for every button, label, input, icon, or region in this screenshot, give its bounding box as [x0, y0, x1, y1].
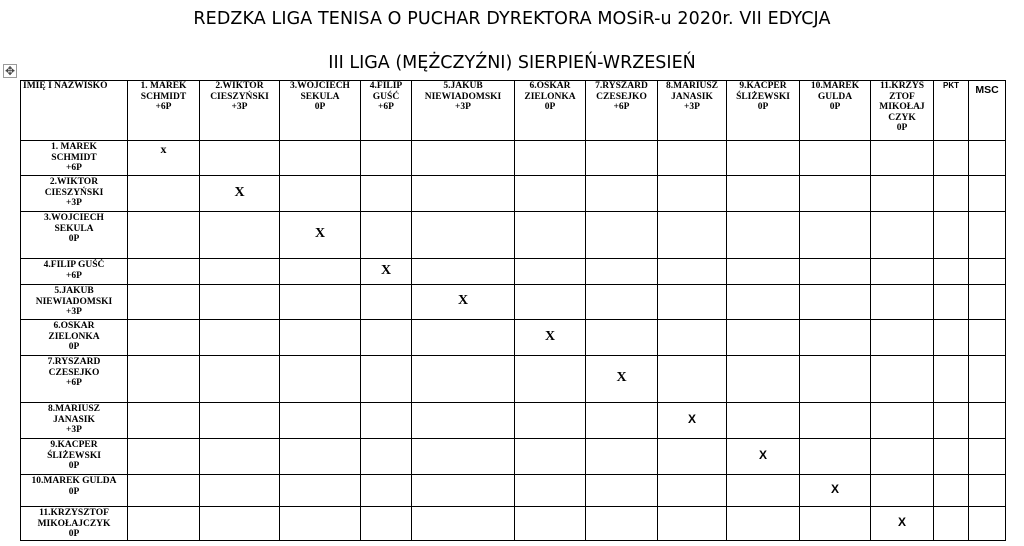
- result-cell[interactable]: [361, 285, 412, 320]
- column-header-line: +3P: [684, 102, 700, 112]
- table-row: [21, 259, 1006, 285]
- result-cell[interactable]: [515, 356, 586, 403]
- table-row: [21, 356, 1006, 403]
- row-name-line: +3P: [66, 198, 82, 208]
- row-name-line: NIEWIADOMSKI: [35, 296, 113, 307]
- player-column-header: [727, 81, 800, 141]
- place-cell[interactable]: [969, 403, 1006, 439]
- result-cell[interactable]: [727, 403, 800, 439]
- player-column-header: [280, 81, 361, 141]
- result-cell[interactable]: [361, 507, 412, 541]
- place-cell[interactable]: [969, 212, 1006, 259]
- row-name-line: 0P: [68, 486, 80, 497]
- player-row-name: [21, 285, 128, 320]
- result-cell[interactable]: [515, 475, 586, 507]
- player-column-header: [800, 81, 871, 141]
- result-cell[interactable]: [412, 176, 515, 212]
- table-row: [21, 176, 1006, 212]
- result-cell[interactable]: [515, 176, 586, 212]
- result-cell[interactable]: [515, 507, 586, 541]
- column-header-line: 7.RYSZARD: [595, 81, 648, 91]
- column-header-line: GUŚĆ: [372, 91, 400, 102]
- column-header-line: +6P: [155, 102, 172, 112]
- points-cell[interactable]: [934, 439, 969, 475]
- diagonal-mark: x: [160, 141, 167, 156]
- result-cell[interactable]: [128, 475, 200, 507]
- result-cell[interactable]: [361, 320, 412, 356]
- player-column-header: [128, 81, 200, 141]
- result-cell[interactable]: [280, 285, 361, 320]
- column-header-line: 3.WOJCIECH: [290, 81, 350, 91]
- player-row-name: [21, 475, 128, 507]
- result-cell[interactable]: [586, 403, 658, 439]
- points-cell[interactable]: [934, 475, 969, 507]
- result-cell[interactable]: [361, 439, 412, 475]
- points-cell[interactable]: [934, 507, 969, 541]
- row-name-line: 0P: [68, 234, 80, 244]
- column-header-line: +6P: [378, 102, 394, 112]
- row-name-line: 8.MARIUSZ: [48, 404, 100, 414]
- result-cell[interactable]: [800, 403, 871, 439]
- result-cell[interactable]: [586, 212, 658, 259]
- result-cell[interactable]: [361, 259, 412, 285]
- player-row-name: [21, 320, 128, 356]
- result-cell[interactable]: [412, 320, 515, 356]
- place-cell[interactable]: [969, 176, 1006, 212]
- result-cell[interactable]: [361, 403, 412, 439]
- result-cell[interactable]: [727, 212, 800, 259]
- result-cell[interactable]: [412, 356, 515, 403]
- player-row-name: [21, 507, 128, 541]
- place-cell[interactable]: [969, 439, 1006, 475]
- points-cell[interactable]: [934, 259, 969, 285]
- row-name-line: +6P: [66, 270, 82, 281]
- row-name-line: 0P: [68, 529, 80, 539]
- row-name-line: +6P: [66, 163, 82, 173]
- result-cell[interactable]: [586, 176, 658, 212]
- result-cell[interactable]: [515, 285, 586, 320]
- diagonal-mark: X: [897, 515, 906, 530]
- column-header-line: NIEWIADOMSKI: [424, 91, 502, 102]
- diagonal-mark: X: [314, 226, 326, 242]
- result-cell[interactable]: [871, 439, 934, 475]
- result-cell[interactable]: [658, 176, 727, 212]
- table-row: [21, 141, 1006, 176]
- row-name-line: +6P: [66, 378, 82, 388]
- row-name-line: 0P: [68, 461, 80, 471]
- results-table: [20, 80, 1006, 541]
- result-cell[interactable]: [586, 475, 658, 507]
- result-cell[interactable]: [200, 285, 280, 320]
- row-name-line: 9.KACPER: [50, 440, 98, 450]
- result-cell[interactable]: [515, 439, 586, 475]
- row-name-line: JANASIK: [53, 414, 95, 425]
- result-cell[interactable]: [515, 212, 586, 259]
- column-header-line: 6.OSKAR: [529, 81, 571, 91]
- result-cell[interactable]: [800, 320, 871, 356]
- result-cell[interactable]: [871, 285, 934, 320]
- result-cell[interactable]: [800, 356, 871, 403]
- result-cell[interactable]: [200, 507, 280, 541]
- result-cell[interactable]: [361, 141, 412, 176]
- result-cell[interactable]: [128, 176, 200, 212]
- result-cell[interactable]: [280, 403, 361, 439]
- column-header-line: 8.MARIUSZ: [666, 81, 718, 91]
- result-cell[interactable]: [361, 356, 412, 403]
- diagonal-mark: X: [544, 328, 556, 344]
- diagonal-mark: X: [380, 262, 392, 278]
- result-cell[interactable]: [280, 439, 361, 475]
- result-cell[interactable]: [658, 285, 727, 320]
- header-row: [21, 81, 1006, 141]
- player-column-header: [658, 81, 727, 141]
- points-cell[interactable]: [934, 285, 969, 320]
- result-cell[interactable]: [412, 507, 515, 541]
- row-name-line: 6.OSKAR: [53, 321, 95, 331]
- result-cell[interactable]: [658, 439, 727, 475]
- document-title: REDZKA LIGA TENISA O PUCHAR DYREKTORA MOSiR-u 2020r. VII EDYCJA: [193, 9, 831, 29]
- result-cell[interactable]: [800, 212, 871, 259]
- column-header-line: CZYK: [888, 112, 916, 123]
- result-cell[interactable]: [361, 176, 412, 212]
- player-column-header: [412, 81, 515, 141]
- result-cell[interactable]: [658, 141, 727, 176]
- result-cell[interactable]: [280, 141, 361, 176]
- column-header-line: SCHMIDT: [140, 91, 187, 102]
- row-name-line: +3P: [66, 425, 82, 435]
- diagonal-mark: X: [758, 448, 767, 463]
- result-cell[interactable]: [412, 259, 515, 285]
- result-cell[interactable]: [871, 475, 934, 507]
- column-header-line: 4.FILIP: [369, 81, 403, 91]
- column-header-line: 11.KRZYS: [879, 81, 925, 91]
- place-column-header: MSC: [969, 81, 1006, 141]
- row-name-line: 1. MAREK: [51, 142, 97, 152]
- move-arrows-icon[interactable]: ✥: [4, 64, 16, 78]
- player-row-name: [21, 403, 128, 439]
- result-cell[interactable]: [586, 507, 658, 541]
- player-row-name: [21, 259, 128, 285]
- column-header-line: 10.MAREK: [810, 81, 860, 91]
- result-cell[interactable]: [586, 285, 658, 320]
- column-header-line: 1. MAREK: [140, 81, 187, 91]
- row-name-line: ZIELONKA: [48, 331, 100, 342]
- result-cell[interactable]: [727, 141, 800, 176]
- column-header-line: 0P: [896, 123, 908, 133]
- result-cell[interactable]: [515, 259, 586, 285]
- place-cell[interactable]: [969, 141, 1006, 176]
- table-row: [21, 475, 1006, 507]
- result-cell[interactable]: [128, 356, 200, 403]
- column-header-line: SEKULA: [300, 91, 340, 102]
- result-cell[interactable]: [800, 259, 871, 285]
- column-header-line: CZESEJKO: [596, 91, 647, 102]
- result-cell[interactable]: [280, 475, 361, 507]
- points-cell[interactable]: [934, 176, 969, 212]
- result-cell[interactable]: [280, 356, 361, 403]
- result-cell[interactable]: [871, 176, 934, 212]
- column-header-line: 0P: [757, 102, 769, 112]
- result-cell[interactable]: [658, 212, 727, 259]
- points-cell[interactable]: [934, 403, 969, 439]
- column-header-line: GULDA: [817, 91, 853, 102]
- row-name-line: SEKULA: [54, 223, 94, 234]
- result-cell[interactable]: [658, 356, 727, 403]
- name-column-header: IMIĘ I NAZWISKO: [21, 81, 128, 141]
- result-cell[interactable]: [800, 285, 871, 320]
- result-cell[interactable]: [200, 439, 280, 475]
- player-column-header: [515, 81, 586, 141]
- result-cell[interactable]: [586, 439, 658, 475]
- result-cell[interactable]: [200, 356, 280, 403]
- row-name-line: 3.WOJCIECH: [44, 213, 104, 223]
- column-header-line: +3P: [231, 102, 248, 112]
- diagonal-mark: X: [687, 412, 696, 427]
- result-cell[interactable]: [800, 507, 871, 541]
- place-cell[interactable]: [969, 259, 1006, 285]
- row-name-line: 7.RYSZARD: [47, 357, 101, 367]
- column-header-line: MIKOŁAJ: [879, 102, 925, 112]
- result-cell[interactable]: [727, 320, 800, 356]
- result-cell[interactable]: [200, 259, 280, 285]
- column-header-line: 0P: [314, 102, 326, 112]
- row-name-line: ŚLIŻEWSKI: [47, 450, 101, 461]
- row-name-line: 11.KRZYSZTOF: [39, 508, 109, 518]
- place-cell[interactable]: [969, 507, 1006, 541]
- row-name-line: 10.MAREK GULDA: [31, 476, 117, 486]
- result-cell[interactable]: [200, 212, 280, 259]
- result-cell[interactable]: [128, 259, 200, 285]
- result-cell[interactable]: [727, 259, 800, 285]
- result-cell[interactable]: [128, 439, 200, 475]
- result-cell[interactable]: [280, 259, 361, 285]
- result-cell[interactable]: [200, 141, 280, 176]
- result-cell[interactable]: [871, 507, 934, 541]
- result-cell[interactable]: [412, 475, 515, 507]
- player-row-name: [21, 439, 128, 475]
- result-cell[interactable]: [727, 176, 800, 212]
- result-cell[interactable]: [727, 475, 800, 507]
- diagonal-mark: X: [234, 184, 245, 200]
- result-cell[interactable]: [586, 356, 658, 403]
- result-cell[interactable]: [361, 475, 412, 507]
- result-cell[interactable]: [800, 176, 871, 212]
- table-row: [21, 320, 1006, 356]
- result-cell[interactable]: [727, 285, 800, 320]
- result-cell[interactable]: [280, 320, 361, 356]
- result-cell[interactable]: [800, 475, 871, 507]
- result-cell[interactable]: [200, 320, 280, 356]
- result-cell[interactable]: [128, 212, 200, 259]
- column-header-line: ŚLIŻEWSKI: [736, 91, 790, 102]
- result-cell[interactable]: [871, 259, 934, 285]
- result-cell[interactable]: [280, 212, 361, 259]
- result-cell[interactable]: [658, 507, 727, 541]
- result-cell[interactable]: [727, 439, 800, 475]
- player-column-header: [871, 81, 934, 141]
- table-row: [21, 285, 1006, 320]
- result-cell[interactable]: [515, 403, 586, 439]
- place-cell[interactable]: [969, 356, 1006, 403]
- row-name-line: 0P: [68, 342, 80, 352]
- result-cell[interactable]: [200, 475, 280, 507]
- place-cell[interactable]: [969, 285, 1006, 320]
- column-header-line: +3P: [455, 102, 471, 112]
- points-column-header: PKT: [934, 81, 969, 141]
- row-name-line: 4.FILIP GUŚĆ: [43, 260, 105, 270]
- row-name-line: MIKOŁAJCZYK: [37, 518, 111, 529]
- column-header-line: ZIELONKA: [524, 91, 576, 102]
- result-cell[interactable]: [727, 356, 800, 403]
- result-cell[interactable]: [128, 403, 200, 439]
- result-cell[interactable]: [658, 320, 727, 356]
- result-cell[interactable]: [128, 141, 200, 176]
- diagonal-mark: X: [457, 293, 469, 309]
- table-row: [21, 212, 1006, 259]
- column-header-line: 0P: [544, 102, 556, 112]
- diagonal-mark: X: [616, 370, 627, 386]
- player-row-name: [21, 212, 128, 259]
- points-cell[interactable]: [934, 212, 969, 259]
- points-cell[interactable]: [934, 356, 969, 403]
- row-name-line: 5.JAKUB: [54, 286, 94, 296]
- result-cell[interactable]: [871, 320, 934, 356]
- player-row-name: [21, 176, 128, 212]
- result-cell[interactable]: [658, 475, 727, 507]
- result-cell[interactable]: [871, 403, 934, 439]
- result-cell[interactable]: [800, 141, 871, 176]
- result-cell[interactable]: [800, 439, 871, 475]
- result-cell[interactable]: [586, 141, 658, 176]
- column-header-line: CIESZYŃSKI: [210, 91, 269, 102]
- place-cell[interactable]: [969, 320, 1006, 356]
- table-row: [21, 403, 1006, 439]
- result-cell[interactable]: [412, 141, 515, 176]
- row-name-line: 2.WIKTOR: [49, 177, 99, 187]
- player-column-header: [361, 81, 412, 141]
- place-cell[interactable]: [969, 475, 1006, 507]
- result-cell[interactable]: [280, 507, 361, 541]
- document-subtitle: III LIGA (MĘŻCZYŹNI) SIERPIEŃ-WRZESIEŃ: [328, 53, 696, 73]
- player-row-name: [21, 356, 128, 403]
- points-cell[interactable]: [934, 141, 969, 176]
- row-name-line: +3P: [66, 307, 82, 317]
- points-cell[interactable]: [934, 320, 969, 356]
- player-row-name: [21, 141, 128, 176]
- result-cell[interactable]: [586, 320, 658, 356]
- result-cell[interactable]: [412, 212, 515, 259]
- result-cell[interactable]: [412, 285, 515, 320]
- row-name-line: CZESEJKO: [48, 367, 100, 378]
- column-header-line: JANASIK: [671, 91, 713, 102]
- player-column-header: [586, 81, 658, 141]
- diagonal-mark: X: [830, 482, 839, 497]
- column-header-line: 0P: [829, 102, 841, 112]
- result-cell[interactable]: [871, 356, 934, 403]
- column-header-line: 5.JAKUB: [443, 81, 483, 91]
- result-cell[interactable]: [128, 507, 200, 541]
- result-cell[interactable]: [515, 320, 586, 356]
- result-cell[interactable]: [280, 176, 361, 212]
- result-cell[interactable]: [361, 212, 412, 259]
- result-cell[interactable]: [871, 212, 934, 259]
- result-cell[interactable]: [412, 439, 515, 475]
- column-header-line: +6P: [613, 102, 630, 112]
- result-cell[interactable]: [128, 320, 200, 356]
- result-cell[interactable]: [200, 176, 280, 212]
- result-cell[interactable]: [128, 285, 200, 320]
- result-cell[interactable]: [200, 403, 280, 439]
- result-cell[interactable]: [515, 141, 586, 176]
- table-row: [21, 507, 1006, 541]
- result-cell[interactable]: [871, 141, 934, 176]
- result-cell[interactable]: [658, 403, 727, 439]
- table-row: [21, 439, 1006, 475]
- result-cell[interactable]: [412, 403, 515, 439]
- column-header-line: ZTOF: [889, 91, 915, 102]
- player-column-header: [200, 81, 280, 141]
- row-name-line: CIESZYŃSKI: [44, 187, 104, 198]
- result-cell[interactable]: [586, 259, 658, 285]
- row-name-line: SCHMIDT: [51, 152, 97, 163]
- result-cell[interactable]: [658, 259, 727, 285]
- column-header-line: 9.KACPER: [739, 81, 787, 91]
- result-cell[interactable]: [727, 507, 800, 541]
- column-header-line: 2.WIKTOR: [215, 81, 264, 91]
